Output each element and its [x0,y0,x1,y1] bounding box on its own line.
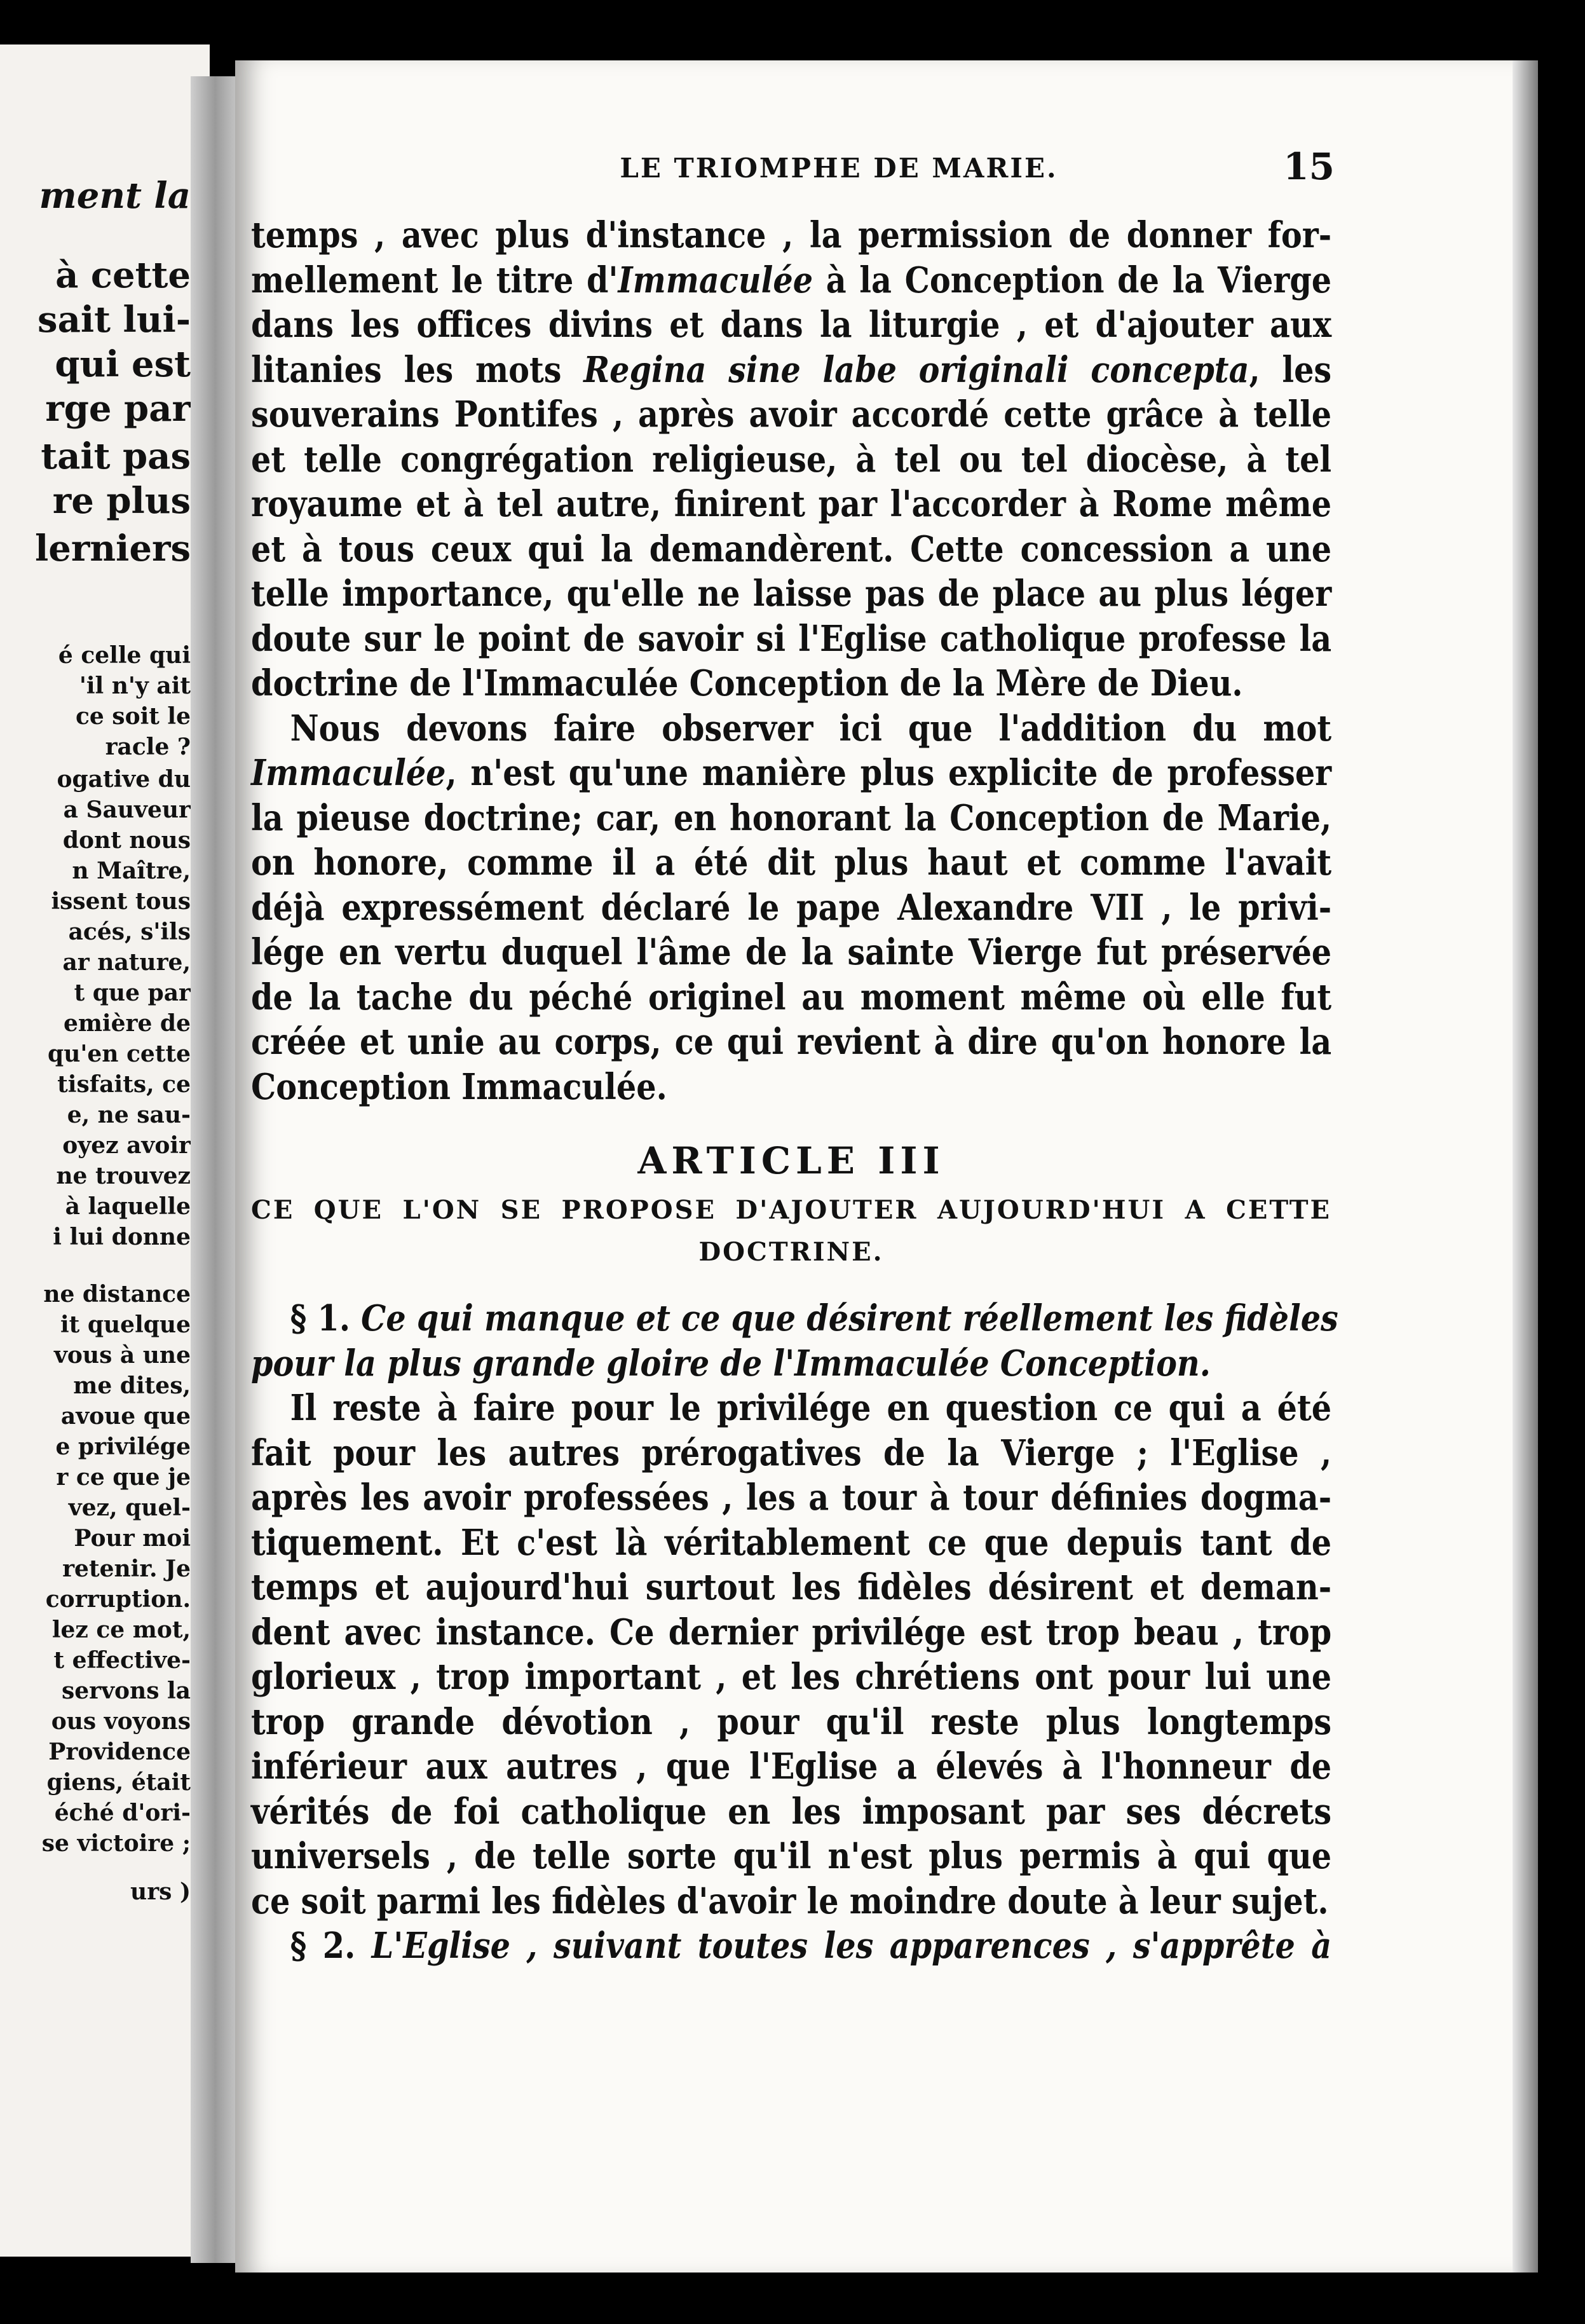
left-page-line: e privilége [55,1433,191,1460]
left-page-line: à cette [55,254,191,296]
text-run: on honore, comme il a été dit plus haut et comme l'avait [251,842,1332,884]
text-line [251,213,1331,258]
text-line [251,1296,1338,1341]
text-run: , les [1249,348,1332,391]
text-line [251,1521,1331,1566]
page-edge [1513,60,1538,2273]
left-page-line: avoue que [60,1403,191,1430]
left-page-line: ne trouvez [56,1163,191,1189]
text-line [251,796,1331,841]
left-page-line: n Maître, [72,858,191,884]
text-run: et telle congrégation religieuse, à tel ou tel diocèse, à tel [251,438,1332,481]
left-page-line: rge par [45,388,191,430]
text-run: universels , de telle sorte qu'il n'est plus permis à qui que [251,1835,1332,1877]
left-page-line: acés, s'ils [68,919,191,945]
left-page-line: e, ne sau- [67,1102,191,1128]
text-run: doute sur le point de savoir si l'Eglise catholique professe la [251,617,1332,660]
text-line [251,1341,1331,1386]
text-run: litanies les mots [251,348,584,391]
text-run: lége en vertu duquel l'âme de la sainte Vierge fut préservée [251,931,1332,973]
text-run: fait pour les autres prérogatives de la Vierge ; l'Eglise , [251,1432,1332,1474]
left-page-fragment [0,44,210,2257]
text-run: après les avoir professées , les a tour à tour définies dogma- [251,1477,1332,1519]
spacer [251,1273,1331,1296]
left-page-line: corruption. [45,1586,191,1613]
italic-text: Regina sine labe originali concepta [583,348,1249,391]
italic-text: Immaculée [618,259,813,301]
left-page-line: r ce que je [56,1464,191,1491]
article-heading: ARTICLE III [637,1139,945,1182]
left-page-line: vous à une [53,1342,191,1369]
text-line [251,437,1331,482]
left-page-line: ce soit le [75,703,191,730]
text-run: trop grande dévotion , pour qu'il reste plus longtemps [251,1700,1332,1743]
left-page-line: tisfaits, ce [57,1071,191,1098]
left-page-line: racle ? [105,734,191,760]
left-page-line: i lui donne [53,1224,191,1250]
text-run: Il reste à faire pour le privilége en question ce qui a été [290,1387,1332,1429]
page-text [251,213,1338,1969]
left-page-line: t effective- [53,1647,191,1674]
text-line [251,930,1331,975]
text-run: déjà expressément déclaré le pape Alexandre VII , le privi- [251,886,1332,929]
left-page-line: qu'en cette [48,1041,191,1067]
left-page-line: Pour moi [74,1525,191,1552]
text-run: Conception Immaculée. [251,1065,667,1108]
text-line [251,661,1331,706]
section-paragraphs [251,1296,1338,1969]
spacer [251,1109,1331,1132]
text-run: temps et aujourd'hui surtout les fidèles désirent et deman- [251,1566,1332,1608]
text-line [251,482,1331,527]
left-page-line: oyez avoir [62,1132,191,1159]
left-page-line: retenir. Je [62,1555,191,1582]
text-line [251,617,1331,662]
italic-text: L'Eglise , suivant toutes les apparences , s'apprête à [371,1925,1332,1967]
text-line [251,975,1331,1020]
left-page-line: ous voyons [51,1708,191,1735]
text-line [251,1610,1331,1655]
left-page-line: emière de [63,1010,191,1037]
running-title: LE TRIOMPHE DE MARIE. [620,153,1058,184]
italic-text: Ce qui manque et ce que désirent réellement les fidèles [361,1297,1338,1339]
text-run: § 1. [290,1297,362,1339]
text-run: dent avec instance. Ce dernier privilége est trop beau , trop [251,1611,1332,1653]
text-run: , n'est qu'une manière plus explicite de professer [446,752,1332,794]
text-run: tiquement. Et c'est là véritablement ce que depuis tant de [251,1521,1332,1564]
text-line [251,571,1331,617]
body-paragraphs [251,213,1331,1109]
text-line [251,1475,1331,1521]
left-page-line: giens, était [46,1769,191,1796]
text-run: inférieur aux autres , que l'Eglise a élevés à l'honneur de [251,1746,1332,1787]
text-run: ce soit parmi les fidèles d'avoir le moindre doute à leur sujet. [251,1880,1329,1922]
article-subtitle: CE QUE L'ON SE PROPOSE D'AJOUTER AUJOURD'HUI A CETTE [251,1195,1331,1225]
text-line [251,840,1331,885]
text-run: § 2. [290,1925,372,1967]
left-page-line: ar nature, [62,949,191,976]
left-page-line: dont nous [62,827,191,854]
left-page-line: servons la [61,1678,191,1704]
left-page-line: ogative du [57,766,191,793]
left-page-line: se victoire ; [41,1830,191,1857]
left-page-line: ment la [39,175,191,217]
text-line [251,1431,1331,1476]
left-page-line: Providence [48,1739,191,1765]
left-page-line: it quelque [60,1311,191,1338]
text-line [251,1565,1331,1610]
text-line [251,303,1331,348]
left-page-line: 'il n'y ait [79,673,191,699]
text-line [251,706,1331,751]
left-page-line: sait lui- [37,299,191,341]
text-line [251,1879,1331,1924]
text-line [251,1744,1331,1789]
left-page-line: é celle qui [58,642,191,669]
text-run: Nous devons faire observer ici que l'addition du mot [290,707,1332,749]
text-line [251,1020,1331,1065]
text-run: mellement le titre d' [251,259,618,301]
left-page-line: t que par [74,980,191,1006]
text-run: vérités de foi catholique en les imposant par ses décrets [251,1790,1332,1833]
left-page-line: à laquelle [65,1193,191,1220]
left-page-line: ne distance [43,1281,191,1308]
left-page-line: me dites, [73,1372,191,1399]
text-run: telle importance, qu'elle ne laisse pas de place au plus léger [251,573,1332,615]
text-line [251,751,1331,796]
text-line [251,1789,1331,1835]
text-line [251,1700,1331,1745]
left-page-line: re plus [52,480,191,522]
text-run: et à tous ceux qui la demandèrent. Cette concession a une [251,528,1332,570]
text-run: de la tache du péché originel au moment même où elle fut [251,976,1332,1018]
text-run: glorieux , trop important , et les chrétiens ont pour lui une [251,1656,1332,1698]
text-run: temps , avec plus d'instance , la permission de donner for- [251,214,1332,256]
left-page-line: tait pas [41,435,191,477]
page-number: 15 [1283,145,1335,188]
text-line [251,348,1331,393]
text-line [251,1834,1331,1879]
left-page-line: lez ce mot, [51,1617,191,1643]
left-page-line: lerniers [34,528,191,570]
italic-text: pour la plus grande gloire de l'Immaculée Conception. [251,1342,1211,1384]
italic-text: Immaculée [251,752,446,794]
text-line [251,392,1331,437]
text-run: à la Conception de la Vierge [813,259,1332,301]
text-line [251,527,1331,572]
left-page-line: vez, quel- [68,1494,191,1521]
left-page-line: a Sauveur [63,796,191,823]
left-page-line: issent tous [51,888,191,915]
text-run: la pieuse doctrine; car, en honorant la Conception de Marie, [251,796,1332,839]
text-run: royaume et à tel autre, finirent par l'accorder à Rome même [251,483,1332,525]
text-line [251,1386,1331,1431]
text-line [251,258,1331,303]
text-line [251,885,1331,931]
text-run: souverains Pontifes , après avoir accordé cette grâce à telle [251,393,1332,435]
text-run: dans les offices divins et dans la liturgie , et d'ajouter aux [251,304,1332,346]
text-line [251,1065,1331,1110]
left-page-line: qui est [55,343,191,385]
text-run: doctrine de l'Immaculée Conception de la Mère de Dieu. [251,662,1243,704]
article-subtitle-end: DOCTRINE. [698,1237,884,1267]
text-run: créée et unie au corps, ce qui revient à dire qu'on honore la [251,1021,1332,1063]
left-page-line: éché d'ori- [54,1800,191,1826]
text-line [251,1924,1331,1969]
text-line [251,1655,1331,1700]
left-page-line: urs ) [130,1878,191,1905]
